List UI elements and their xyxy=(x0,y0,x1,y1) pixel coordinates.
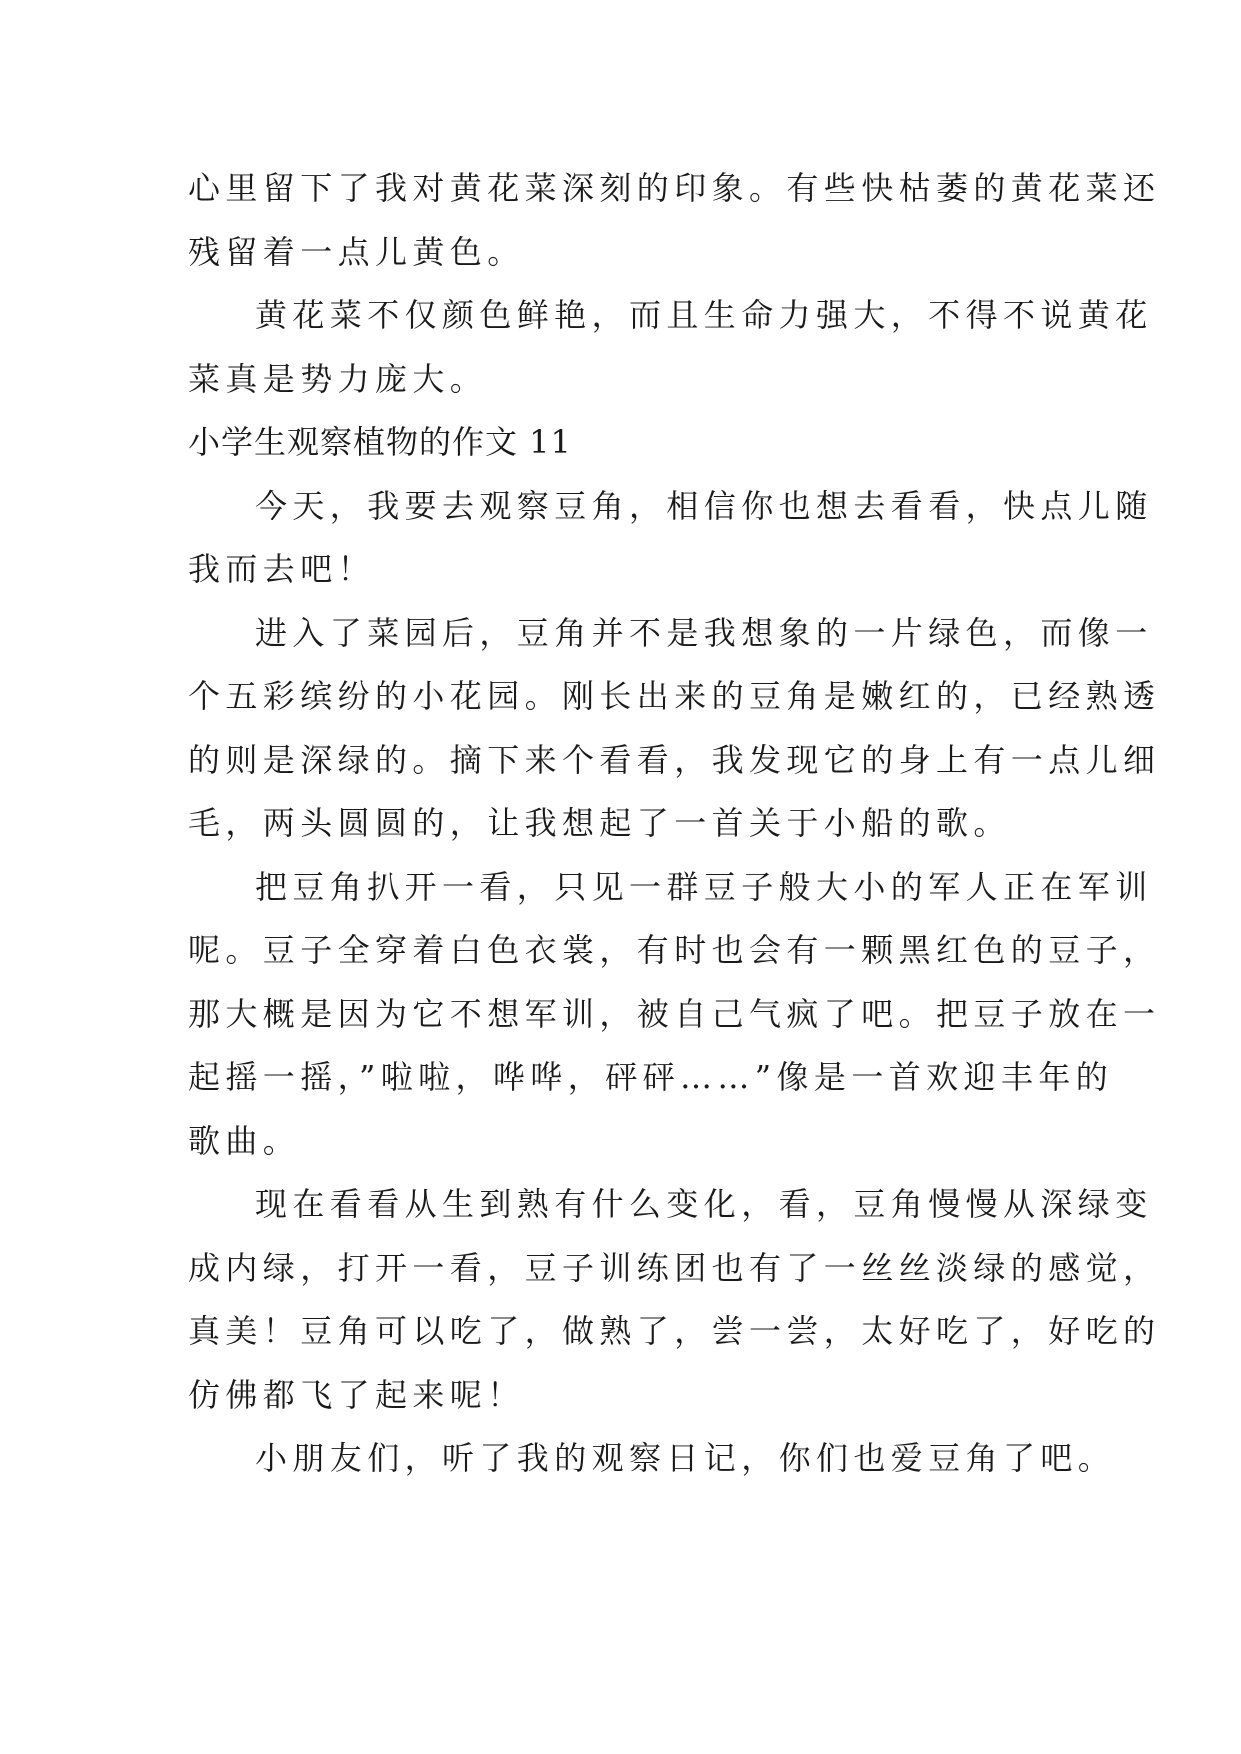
text-line: 今天，我要去观察豆角，相信你也想去看看，快点儿随 xyxy=(255,486,1153,525)
document-body xyxy=(188,157,1161,1491)
text-line: 起摇一摇，”啦啦，哗哗，砰砰……”像是一首欢迎丰年的 xyxy=(188,1058,1114,1096)
text-line: 那大概是因为它不想军训，被自己气疯了吧。把豆子放在一 xyxy=(188,994,1161,1033)
text-line: 黄花菜不仅颜色鲜艳，而且生命力强大，不得不说黄花 xyxy=(255,296,1153,334)
text-line: 仿佛都飞了起来呢！ xyxy=(188,1375,525,1414)
text-line: 进入了菜园后，豆角并不是我想象的一片绿色，而像一 xyxy=(255,613,1153,652)
text-line: 小朋友们，听了我的观察日记，你们也爱豆角了吧。 xyxy=(255,1439,1116,1477)
text-line: 真美！豆角可以吃了，做熟了，尝一尝，太好吃了，好吃的 xyxy=(188,1312,1161,1350)
section-heading: 小学生观察植物的作文 11 xyxy=(188,423,572,461)
text-line: 心里留下了我对黄花菜深刻的印象。有些快枯萎的黄花菜还 xyxy=(188,169,1161,207)
text-line: 成内绿，打开一看，豆子训练团也有了一丝丝淡绿的感觉， xyxy=(188,1248,1161,1287)
text-line: 我而去吧！ xyxy=(188,550,376,588)
text-line: 残留着一点儿黄色。 xyxy=(188,232,525,271)
text-line: 个五彩缤纷的小花园。刚长出来的豆角是嫩红的，已经熟透 xyxy=(188,677,1161,715)
text-line: 菜真是势力庞大。 xyxy=(188,359,488,398)
text-line: 毛，两头圆圆的，让我想起了一首关于小船的歌。 xyxy=(188,804,1011,842)
text-line: 呢。豆子全穿着白色衣裳，有时也会有一颗黑红色的豆子， xyxy=(188,931,1161,969)
text-line: 的则是深绿的。摘下来个看看，我发现它的身上有一点儿细 xyxy=(188,740,1161,779)
text-line: 现在看看从生到熟有什么变化，看，豆角慢慢从深绿变 xyxy=(255,1185,1153,1223)
text-line: 歌曲。 xyxy=(188,1121,301,1160)
text-line: 把豆角扒开一看，只见一群豆子般大小的军人正在军训 xyxy=(255,867,1153,906)
